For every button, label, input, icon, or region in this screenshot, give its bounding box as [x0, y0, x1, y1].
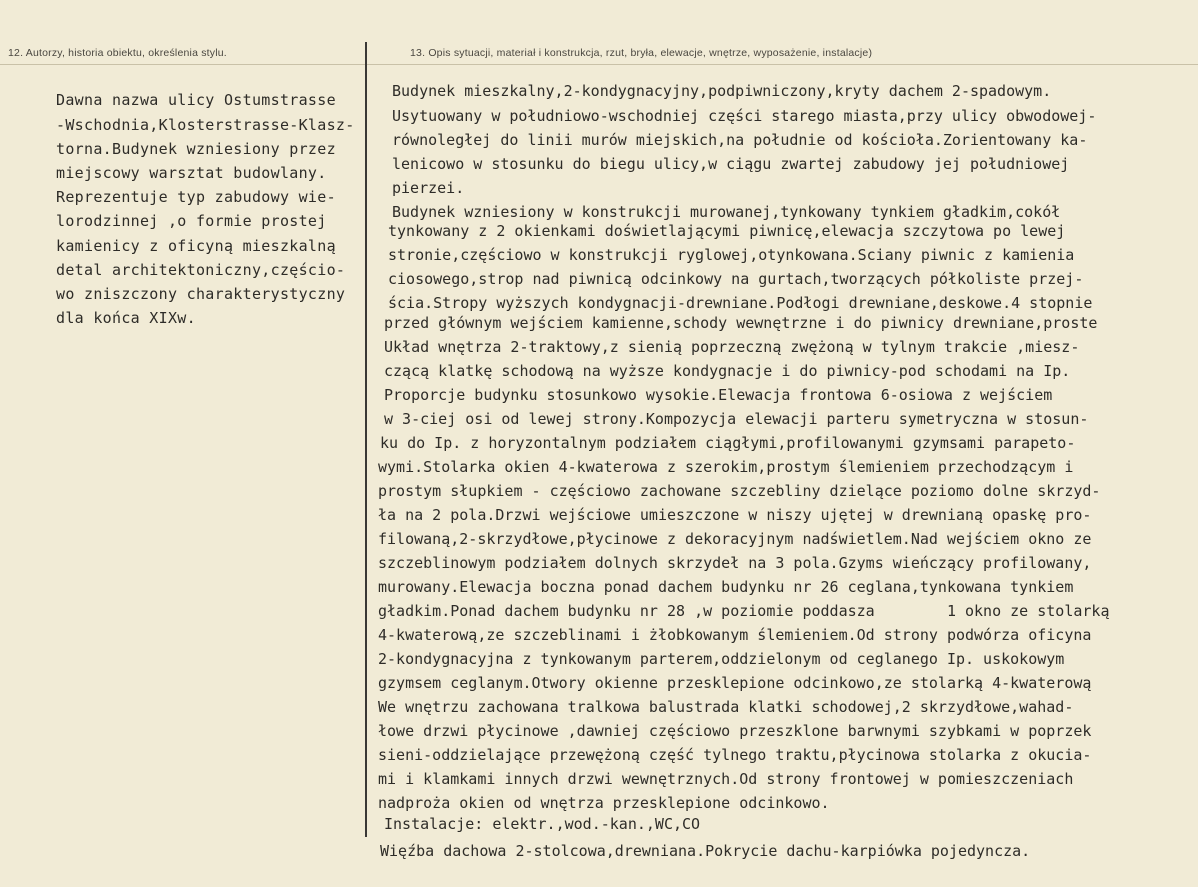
right-line: czącą klatkę schodową na wyższe kondygnacje i do piwnicy-pod schodami na Ip.	[384, 362, 1071, 380]
right-line: murowany.Elewacja boczna ponad dachem budynku nr 26 ceglana,tynkowana tynkiem	[378, 578, 1074, 596]
right-line: nadproża okien od wnętrza przesklepione odcinkowo.	[378, 794, 830, 812]
right-line: łowe drzwi płycinowe ,dawniej częściowo przeszklone barwnymi szybkami w poprzek	[378, 722, 1092, 740]
right-line: gładkim.Ponad dachem budynku nr 28 ,w poziomie poddasza 1 okno ze stolarką	[378, 602, 1110, 620]
left-line: lorodzinnej ,o formie prostej	[56, 212, 327, 230]
left-line: dla końca XIXw.	[56, 309, 196, 327]
right-line: Budynek wzniesiony w konstrukcji murowanej,tynkowany tynkiem gładkim,cokół	[392, 203, 1061, 221]
right-line: ciosowego,strop nad piwnicą odcinkowy na gurtach,tworzących półkoliste przej-	[388, 270, 1084, 288]
section-12-header: 12. Autorzy, historia obiektu, określenia stylu.	[8, 47, 227, 59]
right-line: 2-kondygnacyjna z tynkowanym parterem,oddzielonym od ceglanego Ip. uskokowym	[378, 650, 1065, 668]
right-line: Budynek mieszkalny,2-kondygnacyjny,podpiwniczony,kryty dachem 2-spadowym.	[392, 82, 1052, 100]
right-line: lenicowo w stosunku do biegu ulicy,w ciągu zwartej zabudowy jej południowej	[392, 155, 1070, 173]
right-line: 4-kwaterową,ze szczeblinami i żłobkowanym ślemieniem.Od strony podwórza oficyna	[378, 626, 1092, 644]
right-line: Proporcje budynku stosunkowo wysokie.Elewacja frontowa 6-osiowa z wejściem	[384, 386, 1053, 404]
right-line: ku do Ip. z horyzontalnym podziałem ciągłymi,profilowanymi gzymsami parapeto-	[380, 434, 1076, 452]
right-line: ła na 2 pola.Drzwi wejściowe umieszczone w niszy ujętej w drewnianą opaskę pro-	[378, 506, 1092, 524]
right-line: wymi.Stolarka okien 4-kwaterowa z szerokim,prostym ślemieniem przechodzącym i	[378, 458, 1074, 476]
right-line: pierzei.	[392, 179, 465, 197]
left-line: Reprezentuje typ zabudowy wie-	[56, 188, 336, 206]
right-line: sieni-oddzielające przewężoną część tylnego traktu,płycinowa stolarka z okucia-	[378, 746, 1092, 764]
left-line: Dawna nazwa ulicy Ostumstrasse	[56, 91, 336, 109]
right-line: Usytuowany w południowo-wschodniej części starego miasta,przy ulicy obwodowej-	[392, 107, 1097, 125]
left-line: detal architektoniczny,częścio-	[56, 261, 346, 279]
left-line: torna.Budynek wzniesiony przez	[56, 140, 336, 158]
right-line: szczeblinowym podziałem dolnych skrzydeł na 3 pola.Gzyms wieńczący profilowany,	[378, 554, 1092, 572]
right-line: stronie,częściowo w konstrukcji ryglowej,otynkowana.Sciany piwnic z kamienia	[388, 246, 1075, 264]
right-line: We wnętrzu zachowana tralkowa balustrada klatki schodowej,2 skrzydłowe,wahad-	[378, 698, 1074, 716]
right-line: równoległej do linii murów miejskich,na południe od kościoła.Zorientowany ka-	[392, 131, 1088, 149]
right-line: w 3-ciej osi od lewej strony.Kompozycja elewacji parteru symetryczna w stosun-	[384, 410, 1089, 428]
right-line: filowaną,2-skrzydłowe,płycinowe z dekoracyjnym nadświetlem.Nad wejściem okno ze	[378, 530, 1092, 548]
right-line: Więźba dachowa 2-stolcowa,drewniana.Pokrycie dachu-karpiówka pojedyncza.	[380, 842, 1031, 860]
right-line: gzymsem ceglanym.Otwory okienne przesklepione odcinkowo,ze stolarką 4-kwaterową	[378, 674, 1092, 692]
left-line: miejscowy warsztat budowlany.	[56, 164, 327, 182]
right-line: Układ wnętrza 2-traktowy,z sienią poprzeczną zwężoną w tylnym trakcie ,miesz-	[384, 338, 1080, 356]
right-line: przed głównym wejściem kamienne,schody wewnętrzne i do piwnicy drewniane,proste	[384, 314, 1098, 332]
section-13-header: 13. Opis sytuacji, materiał i konstrukcja, rzut, bryła, elewacje, wnętrze, wyposażenie, instalacje)	[410, 47, 873, 59]
column-divider	[365, 42, 367, 837]
right-line: prostym słupkiem - częściowo zachowane szczebliny dzielące poziomo dolne skrzyd-	[378, 482, 1101, 500]
left-line: wo zniszczony charakterystyczny	[56, 285, 346, 303]
right-line: mi i klamkami innych drzwi wewnętrznych.Od strony frontowej w pomieszczeniach	[378, 770, 1074, 788]
left-line: kamienicy z oficyną mieszkalną	[56, 237, 336, 255]
right-line: tynkowany z 2 okienkami doświetlającymi piwnicę,elewacja szczytowa po lewej	[388, 222, 1066, 240]
right-line: Instalacje: elektr.,wod.-kan.,WC,CO	[384, 815, 701, 833]
right-line: ścia.Stropy wyższych kondygnacji-drewniane.Podłogi drewniane,deskowe.4 stopnie	[388, 294, 1093, 312]
header-rule	[0, 64, 1198, 65]
left-line: -Wschodnia,Klosterstrasse-Klasz-	[56, 116, 355, 134]
